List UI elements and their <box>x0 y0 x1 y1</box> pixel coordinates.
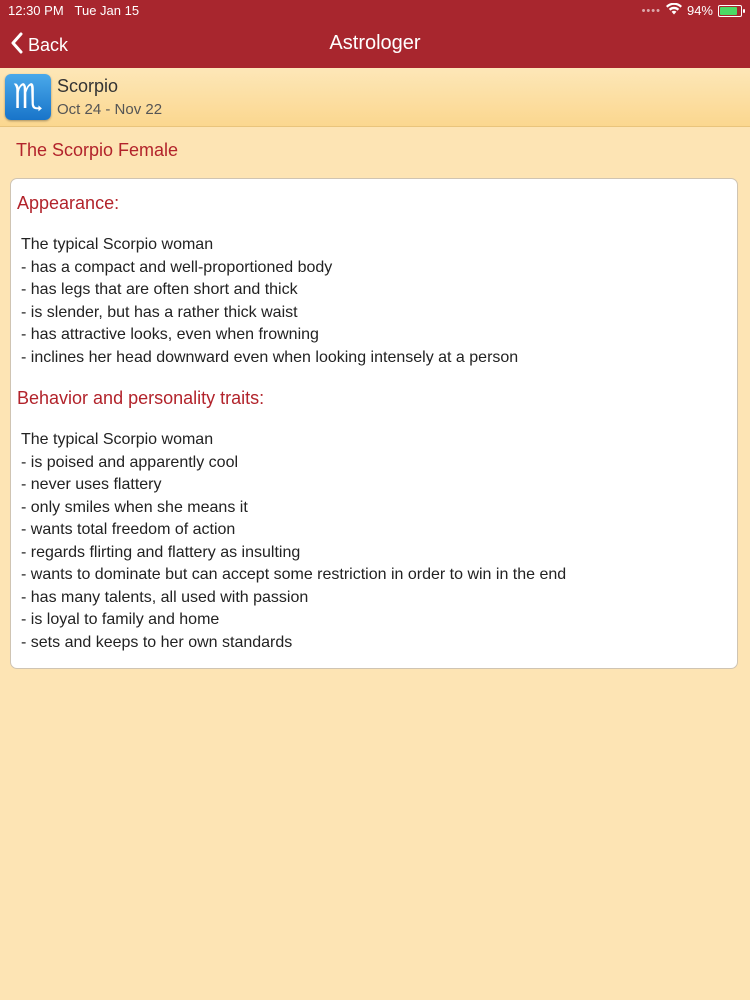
list-item: - wants total freedom of action <box>21 521 236 538</box>
sign-name: Scorpio <box>57 76 119 96</box>
signal-icon: •••• <box>641 4 661 17</box>
battery-icon <box>718 5 742 17</box>
sign-dates: Oct 24 - Nov 22 <box>57 101 163 118</box>
battery-percent: 94% <box>686 3 713 18</box>
sign-header <box>0 68 750 127</box>
list-item: - never uses flattery <box>21 476 162 493</box>
list-item: - has attractive looks, even when frowning <box>21 326 319 343</box>
back-label: Back <box>28 34 69 55</box>
page-title: The Scorpio Female <box>16 140 179 160</box>
list-item: The typical Scorpio woman <box>21 236 214 253</box>
behavior-heading: Behavior and personality traits: <box>17 388 265 408</box>
list-item: - only smiles when she means it <box>21 498 248 516</box>
list-item: - has many talents, all used with passion <box>21 588 309 606</box>
appearance-heading: Appearance: <box>17 193 120 213</box>
list-item: - wants to dominate but can accept some restriction in order to win in the end <box>21 566 567 583</box>
status-bar <box>0 0 750 22</box>
status-time: 12:30 PM Tue Jan 15 <box>8 3 140 18</box>
list-item: - sets and keeps to her own standards <box>21 633 293 651</box>
wifi-icon <box>666 3 682 18</box>
list-item: - regards flirting and flattery as insulting <box>21 543 301 561</box>
scorpio-icon <box>5 74 51 120</box>
list-item: - is slender, but has a rather thick waist <box>21 303 298 321</box>
navigation-bar <box>0 22 750 68</box>
list-item: - inclines her head downward even when looking intensely at a person <box>21 348 519 366</box>
scorpio-glyph: ♏ <box>12 77 44 117</box>
list-item: - is poised and apparently cool <box>21 453 239 471</box>
behavior-list <box>21 429 566 654</box>
list-item: - has legs that are often short and thick <box>21 281 298 298</box>
status-indicators <box>642 3 742 18</box>
appearance-list <box>21 234 518 369</box>
list-item: - has a compact and well-proportioned body <box>21 258 333 276</box>
nav-title: Astrologer <box>329 32 421 54</box>
list-item: - is loyal to family and home <box>21 611 220 628</box>
content-card <box>10 178 738 669</box>
list-item: The typical Scorpio woman <box>21 431 214 448</box>
